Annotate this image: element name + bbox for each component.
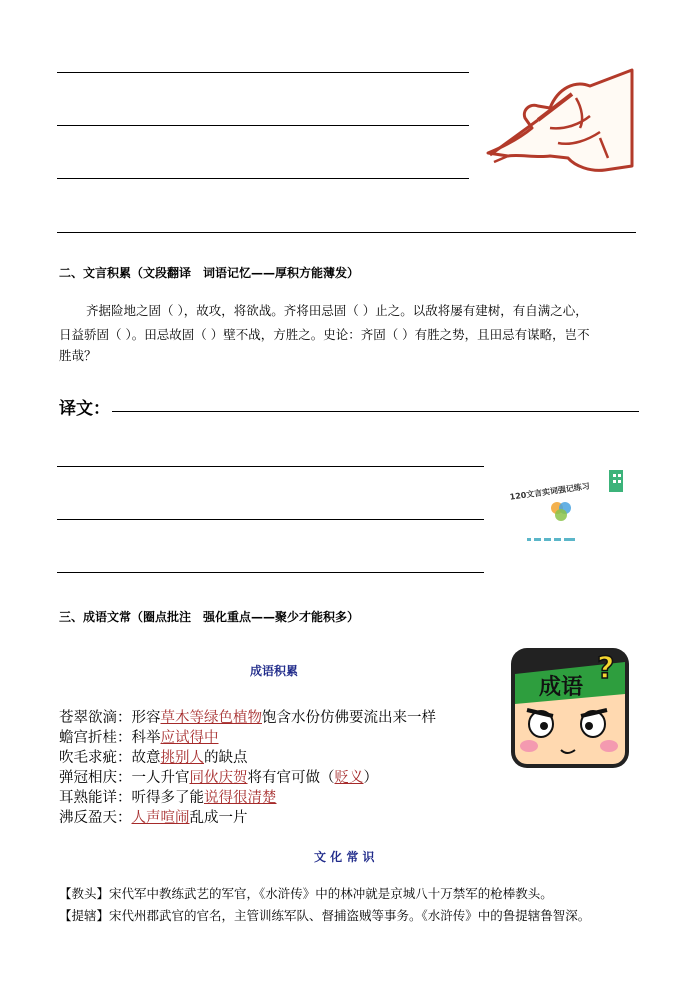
writing-line xyxy=(57,178,469,179)
translation-label: 译文： xyxy=(59,399,110,419)
writing-line xyxy=(57,125,469,126)
idiom-row: 吹毛求疵：故意挑别人的缺点 xyxy=(59,750,248,766)
writing-line xyxy=(57,232,636,233)
writing-line xyxy=(57,72,469,73)
culture-note: 【提辖】宋代州郡武官的官名，主管训练军队、督捕盗贼等事务。《水浒传》中的鲁提辖鲁智深。 xyxy=(59,908,591,923)
writing-hand-image xyxy=(480,58,640,178)
cartoon-text: 成语 xyxy=(539,675,584,700)
writing-line xyxy=(57,466,484,467)
idiom-cartoon-face xyxy=(509,646,631,770)
passage-line-2: 日益骄固（ ）。田忌故固（ ）壁不战，方胜之。史论：齐固（ ）有胜之势，且田忌有谋略，岂不 xyxy=(59,327,590,342)
writing-line xyxy=(57,519,484,520)
writing-line xyxy=(57,572,484,573)
idiom-row: 苍翠欲滴：形容草木等绿色植物饱含水份仿佛要流出来一样 xyxy=(59,710,436,726)
passage-line-1: 齐据险地之固（ ），故攻，将欲战。齐将田忌固（ ）止之。以敌将屡有建树，有自满之心， xyxy=(86,303,588,318)
idiom-title: 成语积累 xyxy=(250,664,299,678)
idiom-row: 沸反盈天：人声喧闹乱成一片 xyxy=(59,810,248,826)
section3-heading: 三、成语文常（圈点批注 强化重点——聚少才能积多） xyxy=(59,610,360,624)
culture-title: 文 化 常 识 xyxy=(314,850,375,864)
translation-line xyxy=(112,411,639,412)
svg-text:?: ? xyxy=(597,651,615,686)
culture-note: 【教头】宋代军中教练武艺的军官，《水浒传》中的林冲就是京城八十万禁军的枪棒教头。 xyxy=(59,886,553,901)
badge-text: 120文言实词强记练习 xyxy=(509,481,591,502)
idiom-row: 弹冠相庆：一人升官同伙庆贺将有官可做（贬义） xyxy=(59,770,378,786)
passage-line-3: 胜哉？ xyxy=(59,348,97,363)
vocab-practice-badge xyxy=(505,466,630,546)
idiom-row: 耳熟能详：听得多了能说得很清楚 xyxy=(59,790,277,806)
idiom-row: 蟾宫折桂：科举应试得中 xyxy=(59,730,219,746)
section2-heading: 二、文言积累（文段翻译 词语记忆——厚积方能薄发） xyxy=(59,266,360,280)
